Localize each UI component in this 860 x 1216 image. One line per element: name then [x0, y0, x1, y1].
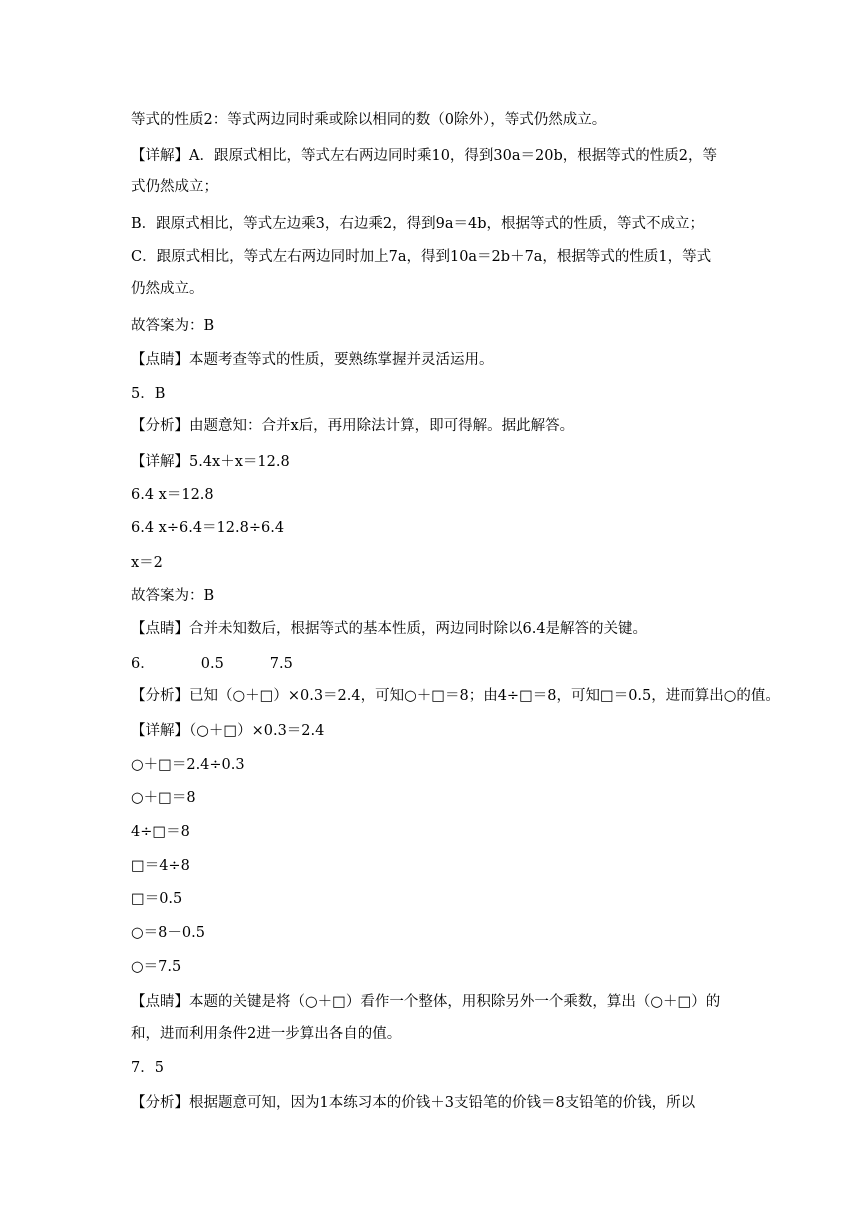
text-line: C．跟原式相比，等式左右两边同时加上7a，得到10a＝2b＋7a，根据等式的性质1，等式	[131, 249, 712, 265]
text-line: 【分析】已知（○＋□）×0.3＝2.4，可知○＋□＝8；由4÷□＝8，可知□＝0.5，进而算出○的值。	[131, 688, 780, 704]
text-line: ○＝7.5	[131, 959, 182, 975]
text-line: 【分析】根据题意可知，因为1本练习本的价钱＋3支铅笔的价钱＝8支铅笔的价钱，所以	[131, 1095, 696, 1111]
text-line: 【详解】5.4x＋x＝12.8	[131, 454, 290, 470]
text-line: 6.4 x÷6.4＝12.8÷6.4	[131, 520, 285, 536]
text-line: ○＋□＝2.4÷0.3	[131, 757, 245, 773]
text-line: B．跟原式相比，等式左边乘3，右边乘2，得到9a＝4b，根据等式的性质，等式不成立；	[131, 216, 704, 232]
text-line: 4÷□＝8	[131, 824, 190, 840]
text-line: 【点睛】合并未知数后，根据等式的基本性质，两边同时除以6.4是解答的关键。	[131, 621, 648, 637]
text-line: 仍然成立。	[131, 281, 204, 297]
answer-value: 0.5	[200, 656, 224, 672]
text-line: 故答案为：B	[131, 318, 215, 334]
text-line: 故答案为：B	[131, 588, 215, 604]
text-line: 6.4 x＝12.8	[131, 487, 214, 503]
text-line: 式仍然成立；	[131, 179, 218, 195]
question-number: 5．B	[131, 386, 166, 402]
text-line: ○＋□＝8	[131, 790, 196, 806]
question-number: 7．5	[131, 1060, 164, 1076]
text-line: □＝0.5	[131, 891, 183, 907]
text-line: ○＝8－0.5	[131, 925, 205, 941]
text-line: x＝2	[131, 555, 163, 571]
text-line: 等式的性质2：等式两边同时乘或除以相同的数（0除外），等式仍然成立。	[131, 112, 607, 128]
text-line: 【详解】（○＋□）×0.3＝2.4	[131, 723, 325, 739]
text-line: □＝4÷8	[131, 858, 190, 874]
question-number: 6．	[131, 656, 155, 672]
answer-value: 7.5	[269, 656, 293, 672]
text-line: 和，进而利用条件2进一步算出各自的值。	[131, 1026, 402, 1042]
text-line: 【点睛】本题考查等式的性质，要熟练掌握并灵活运用。	[131, 352, 494, 368]
question-number-line	[131, 654, 731, 674]
text-line: 【详解】A．跟原式相比，等式左右两边同时乘10，得到30a＝20b，根据等式的性质2，等	[131, 148, 717, 164]
text-line: 【点睛】本题的关键是将（○＋□）看作一个整体，用积除另外一个乘数，算出（○＋□）的	[131, 994, 721, 1010]
text-line: 【分析】由题意知：合并x后，再用除法计算，即可得解。据此解答。	[131, 418, 575, 434]
